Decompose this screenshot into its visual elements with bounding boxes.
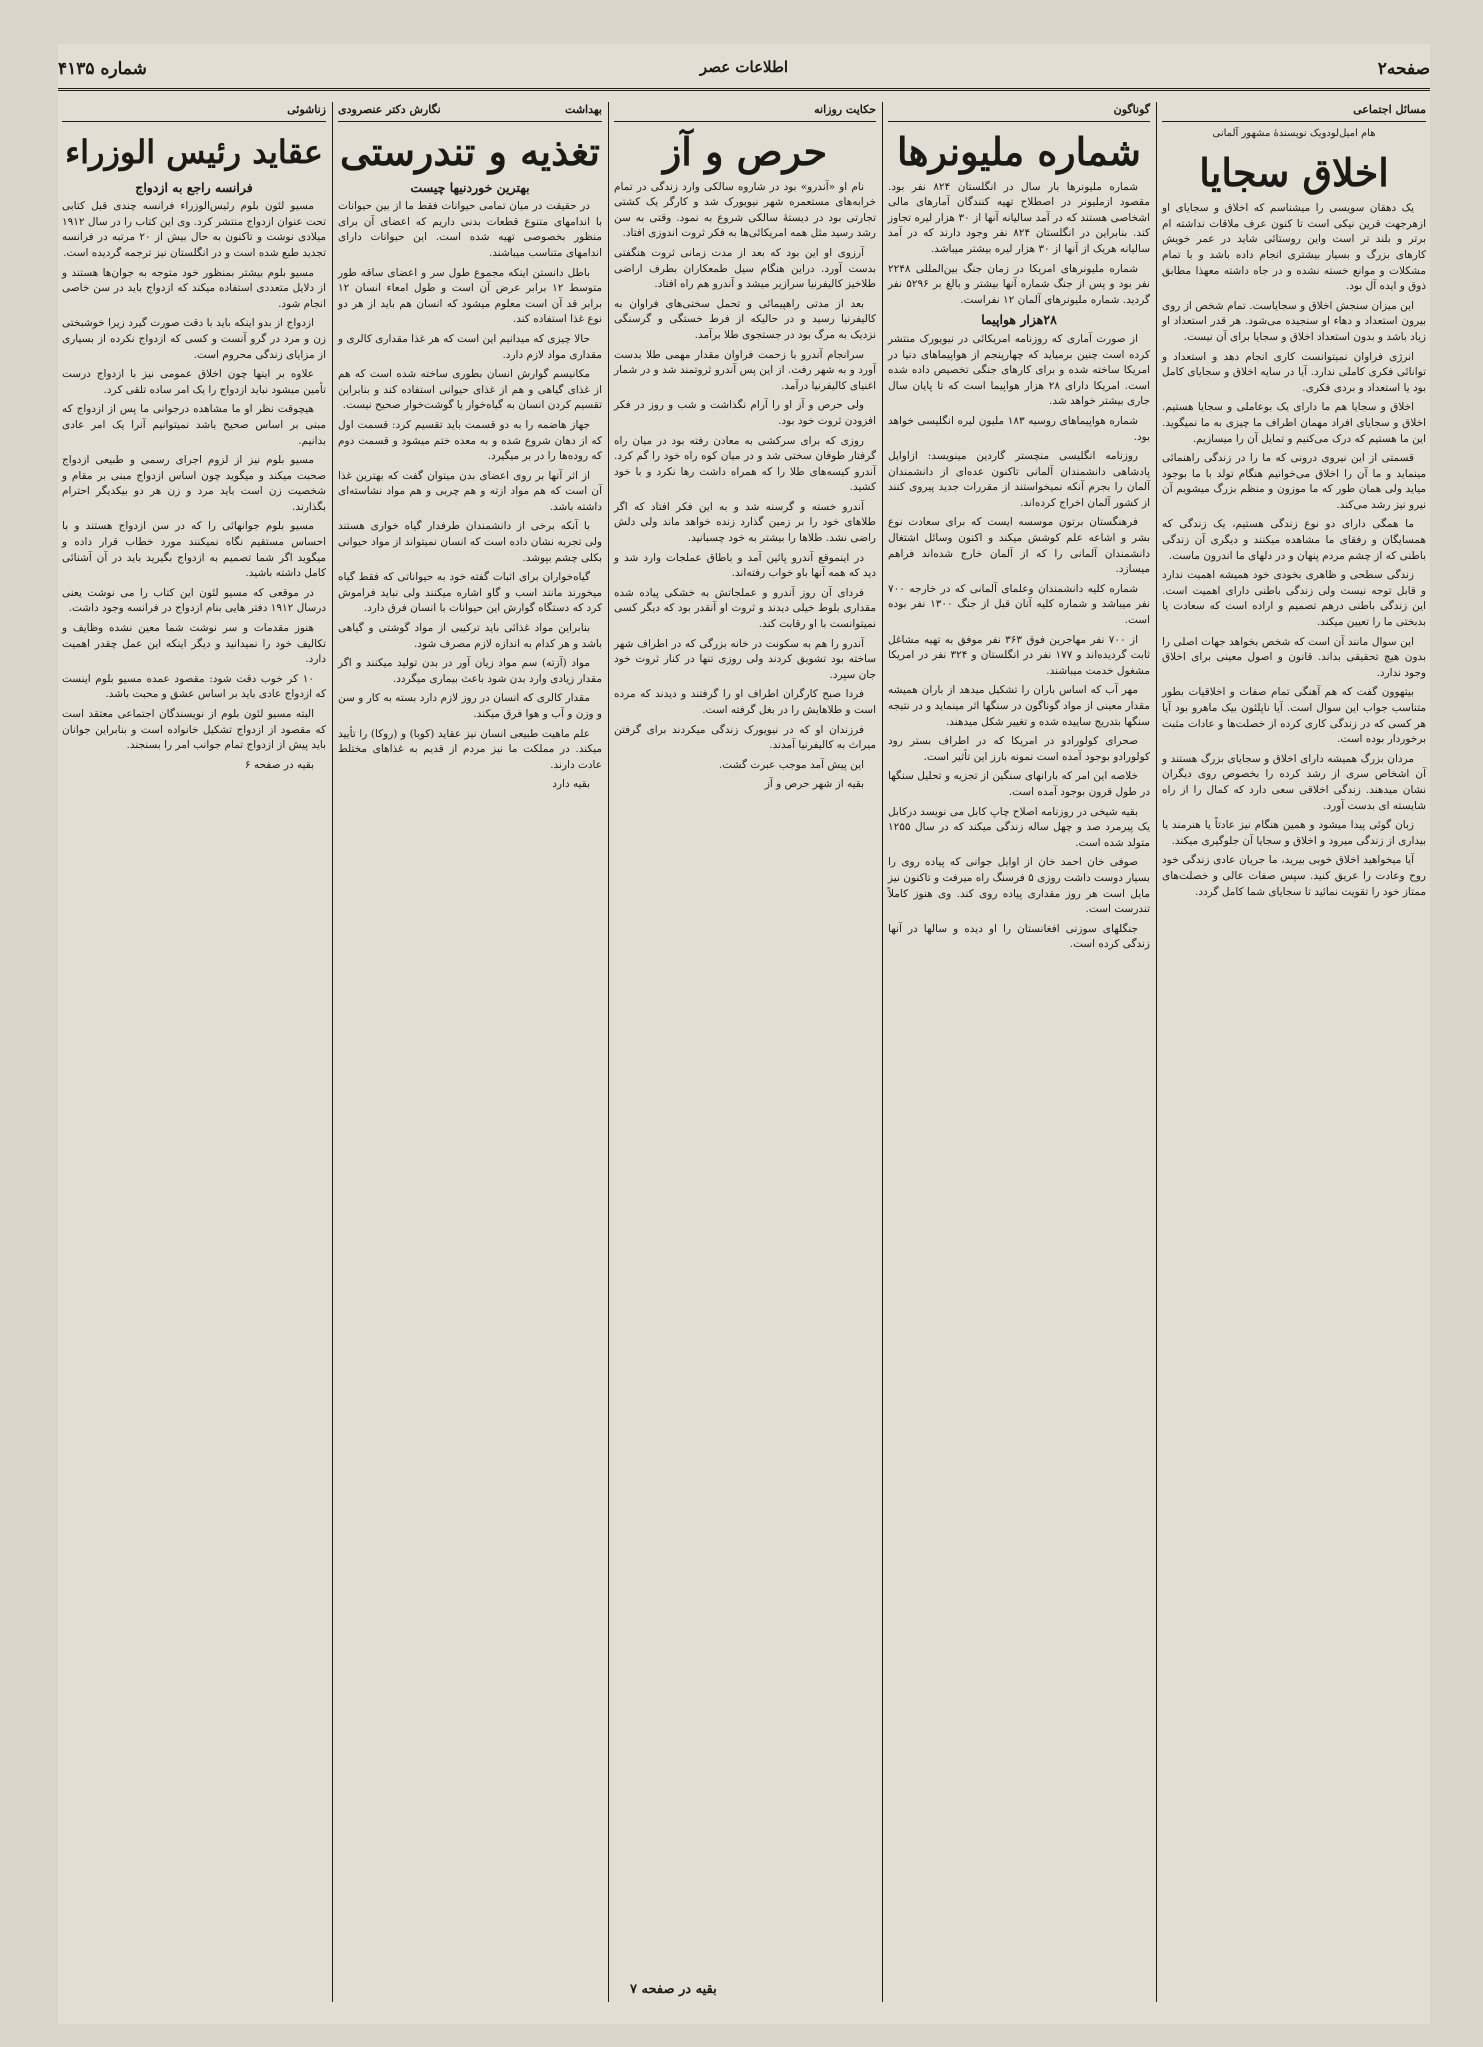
- paragraph: فردا صبح کارگران اطراف او را گرفتند و دیدند که مرده است و طلاهایش را در بغل گرفته است.: [614, 688, 876, 716]
- paragraph: مردان بزرگ همیشه دارای اخلاق و سجایای بزرگ هستند و آن اشخاص سری از رشد کرده را بخصوص روی دیگران نشان میدهند. زندگی اخلاقی سعی دارد که کمال را از راه شایسته ای بدست آورد.: [1162, 752, 1426, 812]
- paragraph: مسیو لئون بلوم رئیس‌الوزراء فرانسه چندی قبل کتابی تحت عنوان ازدواج منتشر کرد. وی این کتاب را در سال ۱۹۱۲ میلادی نوشت و تاکنون به حال بیش از ۲۰ مرتبه در فرانسه تجدید طبع شده است و در انگلستان نیز ترجمه گردیده است.: [62, 200, 326, 259]
- column-kicker: [62, 102, 326, 122]
- paragraph: انرژی فراوان نمیتوانست کاری انجام دهد و استعداد و توانائی فکری کاملی ندارد. آیا در سایه اخلاق و سجایای کامل بود یا استعداد و بردی فکری.: [1162, 350, 1426, 394]
- paragraph: در اینموقع آندرو پائین آمد و باطاق عملجات وارد شد و دید که همه آنها باو خواب رفته‌اند.: [614, 551, 876, 580]
- paragraph: علم ماهیت طبیعی انسان نیز عقاید (کوبا) و (روکا) را تأیید میکند. در مملکت ما نیز مردم از قدیم به غذاهای مختلط عادت دارند.: [338, 727, 602, 771]
- paragraph: با آنکه برخی از دانشمندان طرفدار گیاه خواری هستند ولی تجربه نشان داده است که انسان نمیتواند از مواد حیوانی بکلی چشم بپوشد.: [338, 520, 602, 564]
- paragraph: مسیو بلوم بیشتر بمنظور خود متوجه به جوان‌ها هستند و از دلایل متعددی استفاده میکند که ازدواج باید در سن خاصی انجام شود.: [62, 266, 326, 310]
- newspaper-page: [58, 44, 1430, 2024]
- paragraph: شماره ملیونرهای امریکا در زمان جنگ بین‌المللی ۲۲۴۸ نفر بود و پس از جنگ شماره آنها بیشتر و بالغ بر ۵۲۹۶ نفر گردید. شماره ملیونرهای آلمان ۱۲ نفراست.: [888, 262, 1150, 306]
- column-divider: [1156, 102, 1157, 2002]
- paragraph: از صورت آماری که روزنامه امریکائی در نیویورک منتشر کرده است چنین برمیاید که چهارپنجم از هواپیماهای دنیا در امریکا ساخته شده و برای کارهای جنگی تخصیص داده شده است. امریکا دارای ۲۸ هزار هواپیما است که تا پایان سال جاری بیشتر خواهد شد.: [888, 332, 1150, 408]
- paragraph: مقدار کالری که انسان در روز لازم دارد بسته به کار و سن و وزن و آب و هوا فرق میکند.: [338, 692, 602, 720]
- paragraph: آندرو را هم به سکونت در خانه بزرگی که در اطراف شهر ساخته بود تشویق کردند ولی روزی تنها در کنار ثروت خود جان سپرد.: [614, 637, 876, 681]
- subhead: بهترین خوردنیها چیست: [410, 179, 530, 195]
- column-social: [1158, 102, 1430, 2004]
- page-label: صفحه۲: [1377, 59, 1430, 79]
- section-label: بهداشت: [565, 103, 602, 116]
- paragraph: گیاه‌خواران برای اثبات گفته خود به حیواناتی که فقط گیاه میخورند مانند اسب و گاو اشاره میکنند ولی نباید فراموش کرد که دستگاه گوارش این حیوانات با انسان فرق دارد.: [338, 571, 602, 615]
- article-body: [614, 180, 876, 793]
- paragraph: بقیه دارد: [552, 778, 590, 791]
- paragraph: مکانیسم گوارش انسان بطوری ساخته شده است که هم از غذای گیاهی و هم از غذای حیوانی استفاده کند و بنابراین تقسیم کردن انسان به گیاه‌خوار یا گوشت‌خوار صحیح نیست.: [338, 368, 602, 412]
- article-body: [62, 199, 326, 773]
- paragraph: آیا میخواهید اخلاق خوبی بیرید، ما جریان عادی زندگی خود روح وعادت را عریق کنید. سپس صفات عالی و خصلت‌های ممتاز خود را تقویت نمائید تا سجایای شما کامل گردد.: [1162, 854, 1426, 898]
- column-story: [610, 102, 880, 2004]
- subhead: فرانسه راجع به ازدواج: [135, 179, 253, 195]
- paragraph: خلاصه این امر که بارانهای سنگین از تجزیه و تحلیل سنگها در طول قرون بوجود آمده است.: [888, 770, 1150, 798]
- paragraph: این پیش آمد موجب عبرت گشت.: [718, 758, 864, 771]
- article-body: [1162, 201, 1426, 900]
- paragraph: اخلاق و سجایا هم ما دارای یک بوعاملی و سجایا هستیم. اخلاق و سجایای افراد مهمان اطراف ما چیزی به ما نمیگوید. این ما هستیم که درک می‌کنیم و تمایل آن را میسازیم.: [1162, 401, 1426, 445]
- paragraph: صحرای کولورادو در امریکا که در اطراف بستر رود کولورادو بوجود آمده است نمونه بارز این تأثیر است.: [888, 735, 1150, 763]
- paragraph: بیتهوون گفت که هم آهنگی تمام صفات و اخلاقیات بطور متناسب جواب این سوال است. آیا ناپلئون بیک ماهرو بود آیا هر کسی که در زندگی کاری کرده از خصلت‌ها و عادات مثبت برخوردار بوده است.: [1162, 686, 1426, 746]
- paragraph: از ۷۰۰ نفر مهاجرین فوق ۳۶۳ نفر موفق به تهیه مشاغل ثابت گردیده‌اند و ۱۷۷ نفر در انگلستان و ۳۲۴ نفر در امریکا مشغول خدمت میباشند.: [888, 633, 1151, 677]
- paragraph: آندرو خسته و گرسنه شد و به این فکر افتاد که اگر طلاهای خود را بر زمین گذارد زنده خواهد ماند ولی دلش راضی نشد. طلاها را بیشتر به خود چسبانید.: [614, 500, 876, 545]
- column-health: [334, 102, 606, 2004]
- column-kicker: [614, 102, 876, 122]
- paragraph: نام او «آندرو» بود در شاروه سالکی وارد زندگی در تمام خرابه‌های مستعمره شهر نیویورک شد و کارگر یک کشتی تجارتی بود در دیستهٔ سالکی شروع به نمود. وقتی به سن رشد رسید مثل همه امریکائی‌ها به فکر ثروت اندوزی افتاد.: [614, 180, 876, 240]
- paragraph: جنگلهای سوزنی افغانستان را او دیده و سالها در آنها زندگی کرده است.: [888, 922, 1150, 951]
- paragraph: در حقیقت در میان تمامی حیوانات فقط ما از بین حیوانات با اندامهای متنوع قطعات بدنی داریم که اعضای آن برای منظور بخصوصی تهیه شده است. این حیوانات دارای اندامهای متناسب میباشند.: [338, 200, 602, 259]
- paragraph: صوفی خان احمد خان از اوایل جوانی که پیاده روی را بسیار دوست داشت روزی ۵ فرسنگ راه میرفت و تاکنون نیز مایل است هر روز مقداری پیاده روی کند. وی هنوز کاملاً تندرست است.: [888, 856, 1150, 916]
- column-divider: [608, 102, 609, 2002]
- paragraph: ازدواج از بدو اینکه باید با دقت صورت گیرد زیرا خوشبختی زن و مرد در گرو آنست و کسی که ازدواج نکرده از بسیاری از مزایای زندگی محروم است.: [62, 317, 326, 361]
- column-kicker: [888, 102, 1150, 122]
- paragraph: شماره ملیونرها بار سال در انگلستان ۸۲۴ نفر بود. مقصود ازملیونر در اصطلاح تهیه کنندگان آمارهای مالی اشخاصی هستند که در آمد سالیانه آنها از ۳۰ هزار لیره تجاوز کند. بنابراین در انگلستان ۸۲۴ نفر وجود دارند که در آمد سالیانه هریک از آنها از ۳۰ هزار لیره بیشتر میباشد.: [888, 180, 1150, 255]
- paragraph: ولی حرص و آز او را آرام نگذاشت و شب و روز در فکر افزودن ثروت خود بود.: [614, 399, 876, 427]
- paragraph: سرانجام آندرو با زحمت فراوان مقدار مهمی طلا بدست آورد و به شهر رفت. از این پس آندرو ثروتمند شد و در شمار اغنیای کالیفرنیا درآمد.: [614, 348, 876, 392]
- paragraph: این سوال مانند آن است که شخص بخواهد جهات اصلی را بدون هیچ تحقیقی بداند. قانون و اصول معینی برای اخلاق وجود ندارد.: [1162, 635, 1426, 679]
- paragraph: حالا چیزی که میدانیم این است که هر غذا مقداری کالری و مقداری مواد لازم دارد.: [338, 332, 602, 361]
- paragraph: قسمتی از این نیروی درونی که ما را در زندگی راهنمائی مینماید و ما آن را اخلاق می‌خوانیم هنگام تولد با ما بوجود میاید ولی همان طور که ما موزون و منظم بزرگ میشویم آن نیرو نیز رشد می‌کند.: [1162, 452, 1426, 511]
- column-kicker: [1162, 102, 1426, 122]
- paragraph: شماره کلیه دانشمندان وعلمای آلمانی که در خارجه ۷۰۰ نفر میباشد و شماره کلیه آنان قبل از جنگ ۱۳۰۰ نفر بوده است.: [888, 582, 1150, 627]
- byline: نگارش دکتر عنصرودی: [338, 103, 441, 116]
- paragraph: بنابراین مواد غذائی باید ترکیبی از مواد گوشتی و گیاهی باشد و هر کدام به اندازه لازم مصرف شود.: [338, 622, 602, 650]
- masthead: [58, 52, 1430, 86]
- column-divider: [882, 102, 883, 2002]
- paragraph: فرهنگستان برتون موسسه ایست که برای سعادت نوع بشر و اشاعه علم کوشش میکند و اکنون وسائل اشتغال دانشمندان آلمانی را که از آلمان خارج شده‌اند فراهم میسازد.: [888, 516, 1150, 576]
- paragraph: بقیه از شهر حرص و آز: [764, 778, 864, 791]
- paragraph: بعد از مدتی راهپیمائی و تحمل سختی‌های فراوان به کالیفرنیا رسید و در حالیکه از فرط خستگی و گرسنگی نزدیک به مرگ بود در جستجوی طلا برآمد.: [614, 297, 876, 341]
- paragraph: مواد (آزته) سم مواد زیان آور در بدن تولید میکنند و اگر مقدار زیادی وارد بدن شود باعث بیماری میگردد.: [338, 657, 602, 685]
- section-label: زناشوئی: [287, 103, 326, 116]
- paragraph: فرزندان او که در نیویورک زندگی میکردند برای گرفتن میراث به کالیفرنیا آمدند.: [614, 723, 876, 752]
- article-body: [888, 180, 1150, 953]
- paragraph: باطل دانستن اینکه مجموع طول سر و اعضای ساقه طور متوسط ۱۲ برابر عرض آن است و طول امعاء انسان ۱۲ برابر قد آن است معلوم میشود که انسان هم باید از هر دو نوع غذا استفاده کند.: [338, 266, 602, 326]
- paragraph: ما همگی دارای دو نوع زندگی هستیم، یک زندگی که همسایگان و رفقای ما مشاهده میکنند و دیگری آن زندگی باطنی که از چشم مردم پنهان و در دلهای ما اندرون ماست.: [1162, 518, 1426, 562]
- paragraph: بقیه شیخی در روزنامه اصلاح چاپ کابل می نویسد درکابل یک پیرمرد صد و چهل ساله زندگی میکند که در سال ۱۲۵۵ متولد شده است.: [888, 805, 1150, 849]
- paragraph: البته مسیو لئون بلوم از نویسندگان اجتماعی معتقد است که مقصود از ازدواج تشکیل خانواده است و بنابراین جوانان باید پیش از ازدواج تمام جوانب امر را بسنجند.: [62, 708, 326, 752]
- paragraph: مهر آب که اساس باران را تشکیل میدهد از باران همیشه مقدار معینی از مواد گوناگون در سنگها اثر مینماید و در نتیجه سنگها بتدریج ساییده شده و تغییر شکل میدهند.: [888, 684, 1150, 728]
- paragraph: روزی که برای سرکشی به معادن رفته بود در میان راه گرفتار طوفان سختی شد و در میان کوه راه خود را گم کرد. آندرو کیسه‌های طلا را که همراه داشت رها نکرد و با خود کشید.: [614, 434, 876, 494]
- paragraph: یک دهقان سویسی را میشناسم که اخلاق و سجایای او ازهرجهت قرین نیکی‌ است تا کنون عرف ملاقات نداشته ام برتر و بلند تر است واین روستائی شاید در عمر خویش کارهای بزرگ و بسیار بیشتری انجام داده باشد و با تمام مشکلات و موانع خسته نشده و در جاه داشته معهذا مطابق ذوق و ایده آل بود.: [1162, 202, 1426, 293]
- headline: حرص و آز: [662, 128, 828, 174]
- subhead: ۲۸هزار هواپیما: [981, 312, 1057, 328]
- section-label: حکایت روزانه: [814, 103, 876, 116]
- paragraph: مسیو بلوم نیز از لزوم اجرای رسمی و طبیعی ازدواج صحبت میکند و میگوید چون اساس ازدواج مبنی بر مقام و شخصیت زن است باید مرد و زن هر دو بیکدیگر احترام بگذارند.: [62, 454, 326, 513]
- paragraph: شماره هواپیماهای روسیه ۱۸۳ ملیون لیره انگلیسی خواهد بود.: [888, 414, 1150, 443]
- column-marriage: [58, 102, 330, 2004]
- paragraph: زبان گوئی پیدا میشود و همین هنگام نیز عادتاً یا هنرمند یا بیداری از زندگی میرود و اخلاق و سجایا آن جلوگیری میکند.: [1162, 819, 1426, 847]
- paragraph: روزنامه انگلیسی منچستر گاردین مینویسد: ازاوایل پادشاهی دانشمندان آلمانی تاکنون عده‌ای از دانشمندان آلمان را بجرم آنکه نمیخواستند از مقررات جدید پیروی کنند از کشور آلمان اخراج کرده‌اند.: [888, 450, 1150, 509]
- paragraph: از اثر آنها بر روی اعضای بدن میتوان گفت که بهترین غذا آن است که هم مواد ازته و هم چربی و هم مواد نشاسته‌ای داشته باشد.: [338, 469, 602, 513]
- paragraph: بقیه در صفحه ۶: [244, 758, 314, 771]
- headline: اخلاق سجایا: [1199, 150, 1389, 196]
- section-label: گوناگون: [1113, 103, 1150, 116]
- paragraph: فردای آن روز آندرو و عملجاتش به خشکی پیاده شده مقداری بلوط خیلی دیدند و ثروت او آنقدر بود که دیگر کسی نمیتوانست با او رقابت کند.: [614, 586, 876, 631]
- paragraph: زندگی سطحی و ظاهری بخودی خود همیشه اهمیت ندارد و قابل توجه نیست ولی زندگی باطنی دارای اهمیت است. این زندگی باطنی درهم تصمیم و اراده است که سعادت یا بدبختی ما را تعیین میکند.: [1162, 569, 1426, 629]
- paragraph: جهاز هاضمه را به دو قسمت باید تقسیم کرد: قسمت اول که از دهان شروع شده و به معده ختم میشود و قسمت دوم که روده‌ها را در بر میگیرد.: [338, 418, 602, 463]
- column-divider: [332, 102, 333, 2002]
- headline: عقاید رئیس الوزراء: [65, 132, 323, 171]
- paragraph: مسیو بلوم جوانهائی را که در سن ازدواج هستند و با احساس مستقیم نگاه نمیکنند مورد خطاب قرار داده و میگوید اگر شما تصمیم به ازدواج بگیرید باید در آن آشنائی کامل داشته باشید.: [62, 520, 326, 580]
- paragraph: علاوه بر اینها چون اخلاق عمومی نیز با ازدواج درست تأمین میشود نباید ازدواج را یک امر ساده تلقی کرد.: [62, 368, 326, 396]
- paragraph: این میزان سنجش اخلاق و سجایاست. تمام شخص از روی بیرون استعداد و دهاء او سنجیده می‌شود. هر قدر استعداد او زیاد باشد و بدون استعداد اخلاق و سجایا برای آن نیست.: [1162, 299, 1426, 343]
- paragraph: آرزوی او این بود که بعد از مدت زمانی ثروت هنگفتی بدست آورد. دراین هنگام سیل طمعکاران بطرف اراضی طلاخیز کالیفرنیا سرازیر میشد و آندرو هم راه افتاد.: [614, 246, 876, 291]
- section-label: مسائل اجتماعی: [1353, 103, 1426, 116]
- continued-label: بقیه در صفحه ۷: [630, 1982, 717, 1998]
- headline: تغذیه و تندرستی: [340, 128, 600, 174]
- paper-name: اطلاعات عصر: [699, 58, 789, 76]
- paragraph: هنوز مقدمات و سر نوشت شما معین نشده وظایف و تکالیف خود را نمیدانید و دیگر اینکه این عمل چقدر اهمیت دارد.: [62, 622, 326, 666]
- paragraph: ۱۰ کر خوب دقت شود: مقصود عمده مسیو بلوم اینست که ازدواج عادی باید بر اساس عشق و محبت باشد.: [62, 672, 326, 701]
- article-body: [338, 199, 602, 793]
- top-rule: [58, 88, 1430, 91]
- headline: شماره ملیونرها: [896, 128, 1142, 174]
- issue-label: شماره ۴۱۳۵: [58, 59, 147, 79]
- column-misc: [884, 102, 1154, 2004]
- paragraph: در موقعی که مسیو لئون این کتاب را می نوشت یعنی درسال ۱۹۱۲ دفتر هایی بنام ازدواج در فرانسه وجود داشت.: [62, 586, 326, 615]
- column-kicker: [338, 102, 602, 122]
- byline: هام امیل‌لودویک نویسندهٔ مشهور آلمانی: [1212, 127, 1376, 139]
- paragraph: هیچوقت نظر او ما مشاهده درجوانی ما پس از ازدواج که مبنی بر اساس صحیح باشد نمیتوانیم آنرا یک امر عادی بدانیم.: [62, 403, 326, 447]
